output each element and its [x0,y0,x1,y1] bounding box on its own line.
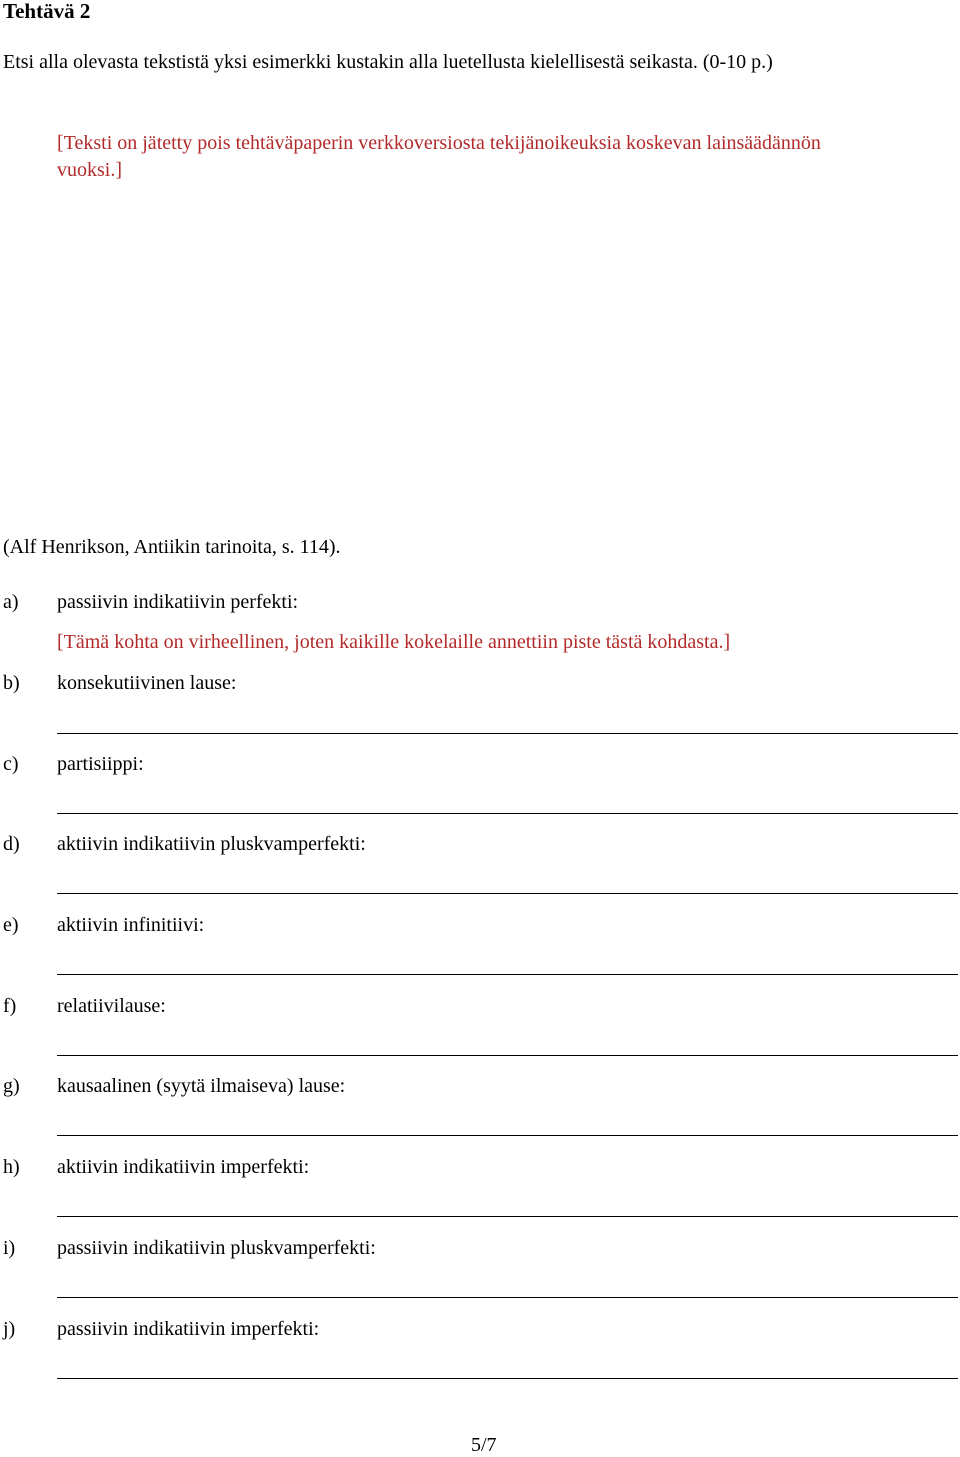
item-i-label: passiivin indikatiivin pluskvamperfekti: [57,1237,376,1259]
item-i-answer-line[interactable] [57,1297,958,1298]
task-title: Tehtävä 2 [3,0,91,23]
item-b-answer-line[interactable] [57,733,958,734]
item-g-letter: g) [3,1075,20,1097]
page-number: 5/7 [471,1434,497,1456]
omitted-text-note-line1: [Teksti on jätetty pois tehtäväpaperin verkkoversiosta tekijänoikeuksia koskevan lainsäädännön [57,132,821,154]
item-c-answer-line[interactable] [57,813,958,814]
item-b-letter: b) [3,672,20,694]
item-a-correction-note: [Tämä kohta on virheellinen, joten kaikille kokelaille annettiin piste tästä kohdasta.] [57,631,731,653]
item-c-label: partisiippi: [57,753,144,775]
item-h-letter: h) [3,1156,20,1178]
item-b-label: konsekutiivinen lause: [57,672,237,694]
item-g-label: kausaalinen (syytä ilmaiseva) lause: [57,1075,346,1097]
item-d-letter: d) [3,833,20,855]
item-h-answer-line[interactable] [57,1216,958,1217]
item-a-label: passiivin indikatiivin perfekti: [57,591,299,613]
item-g-answer-line[interactable] [57,1135,958,1136]
item-f-letter: f) [3,995,17,1017]
item-d-answer-line[interactable] [57,893,958,894]
item-f-label: relatiivilause: [57,995,166,1017]
item-h-label: aktiivin indikatiivin imperfekti: [57,1156,310,1178]
item-f-answer-line[interactable] [57,1055,958,1056]
omitted-text-note-line2: vuoksi.] [57,159,122,181]
item-d-label: aktiivin indikatiivin pluskvamperfekti: [57,833,366,855]
item-e-letter: e) [3,914,19,936]
item-i-letter: i) [3,1237,16,1259]
item-e-answer-line[interactable] [57,974,958,975]
item-a-letter: a) [3,591,19,613]
item-j-letter: j) [3,1318,16,1340]
item-j-answer-line[interactable] [57,1378,958,1379]
task-instructions: Etsi alla olevasta tekstistä yksi esimerkki kustakin alla luetellusta kielellisestä seikasta. (0-10 p.) [3,51,773,73]
item-c-letter: c) [3,753,19,775]
item-j-label: passiivin indikatiivin imperfekti: [57,1318,320,1340]
source-citation: (Alf Henrikson, Antiikin tarinoita, s. 114). [3,536,341,558]
item-e-label: aktiivin infinitiivi: [57,914,205,936]
